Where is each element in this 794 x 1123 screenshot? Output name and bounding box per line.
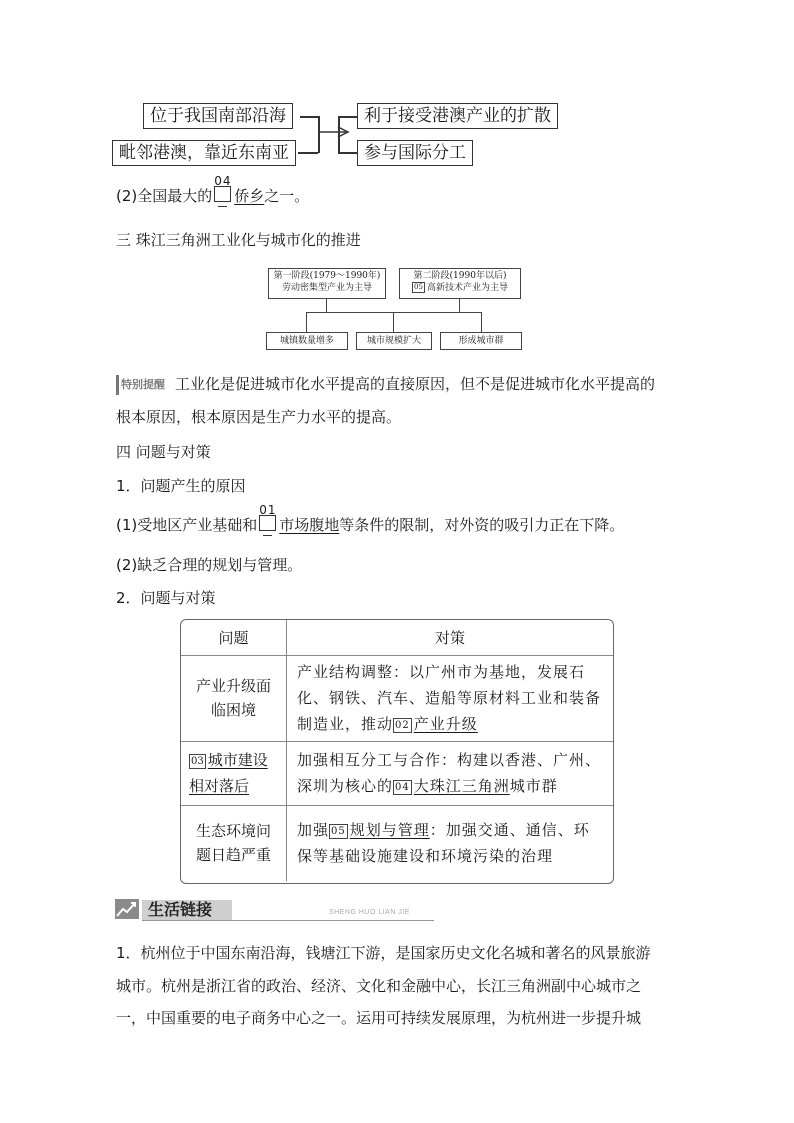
flow-box-division: 参与国际分工 [357,140,473,166]
measure-cell: 加强相互分工与合作：构建以香港、广州、深圳为核心的 04 大珠江三角洲城市群 [287,741,614,805]
item-hometown: (2)全国最大的 04 侨乡之一。 [116,174,310,205]
table-row [181,655,613,741]
key-term: 市场腹地 [279,516,340,534]
flow-connector [298,152,318,154]
answer-marker: 05 [414,283,423,291]
life-link-title: 生活链接 [148,900,213,919]
life-paragraph-line: 一，中国重要的电子商务中心之一。运用可持续发展原理，为杭州进一步提升城 [116,1009,642,1027]
stage-connector [459,298,460,312]
measure-cell: 产业结构调整：以广州市为基地，发展石化、钢铁、汽车、造船等原材料工业和装备制造业，推动 02 产业升级 [287,655,614,741]
flow-arrow [318,126,354,138]
flow-connector [338,116,358,118]
problem-measure-table [181,620,613,881]
stage-box-first: 第一阶段(1979～1990年) 劳动密集型产业为主导 [268,268,386,299]
answer-marker: 02 [395,720,410,731]
flow-box-diffusion: 利于接受港澳产业的扩散 [357,103,558,129]
flow-connector [338,116,340,153]
stage-connector [306,312,307,332]
flow-connector [300,116,318,118]
table-row [181,741,613,805]
flow-connector [338,152,358,154]
problem-cell: 生态环境问题日趋严重 [181,805,287,881]
chart-trend-icon [114,898,140,920]
special-note: 特别提醒 工业化是促进城市化水平提高的直接原因，但不是促进城市化水平提高的 [116,374,655,395]
life-paragraph-line: 1．杭州位于中国东南沿海，钱塘江下游，是国家历史文化名城和著名的风景旅游 [116,944,651,962]
table-header-cell: 对策 [287,620,614,655]
answer-marker: 01 [259,515,276,531]
reason-1: (1)受地区产业基础和 01 市场腹地等条件的限制，对外资的吸引力正在下降。 [116,503,625,534]
flow-box-neighbor: 毗邻港澳，靠近东南亚 [112,140,296,166]
result-box-cluster: 形成城市群 [440,332,522,350]
key-term: 大珠江三角洲 [413,777,510,795]
banner-underline [142,920,434,921]
stage-connector [393,312,394,332]
reason-2: (2)缺乏合理的规划与管理。 [116,556,303,574]
note-label: 特别提醒 [116,375,165,395]
problem-cell: 产业升级面临困境 [181,655,287,741]
answer-marker: 04 [214,186,231,202]
result-box-towns: 城镇数量增多 [266,332,348,350]
table-header-row [181,620,613,655]
result-box-scale: 城市规模扩大 [356,332,432,350]
section-heading: 四 问题与对策 [116,443,211,461]
answer-marker: 03 [191,756,204,767]
key-term: 规划与管理 [349,821,430,840]
key-term: 产业升级 [413,715,478,733]
stage-connector [481,312,482,332]
flow-box-location: 位于我国南部沿海 [143,103,293,129]
life-link-pinyin: SHENG HUO LIAN JIE [329,909,410,916]
problem-cell: 03 城市建设相对落后 [181,741,287,805]
special-note-line2: 根本原因，根本原因是生产力水平的提高。 [116,408,402,426]
table-row [181,805,613,881]
subsection-heading: 2．问题与对策 [116,589,216,607]
answer-marker: 05 [331,826,346,838]
stage-box-second: 第二阶段(1990年以后) 05 高新技术产业为主导 [399,268,521,299]
life-link-banner [114,898,434,924]
stage-connector [326,298,327,312]
table-header-cell: 问题 [181,620,287,655]
section-heading: 三 珠江三角洲工业化与城市化的推进 [116,231,361,249]
measure-cell: 加强 05 规划与管理：加强交通、通信、环保等基础设施建设和环境污染的治理 [287,805,614,881]
answer-marker: 04 [395,782,410,793]
life-paragraph-line: 城市。杭州是浙江省的政治、经济、文化和金融中心，长江三角洲副中心城市之 [116,977,642,995]
subsection-heading: 1．问题产生的原因 [116,477,246,495]
key-term: 侨乡 [234,187,265,205]
